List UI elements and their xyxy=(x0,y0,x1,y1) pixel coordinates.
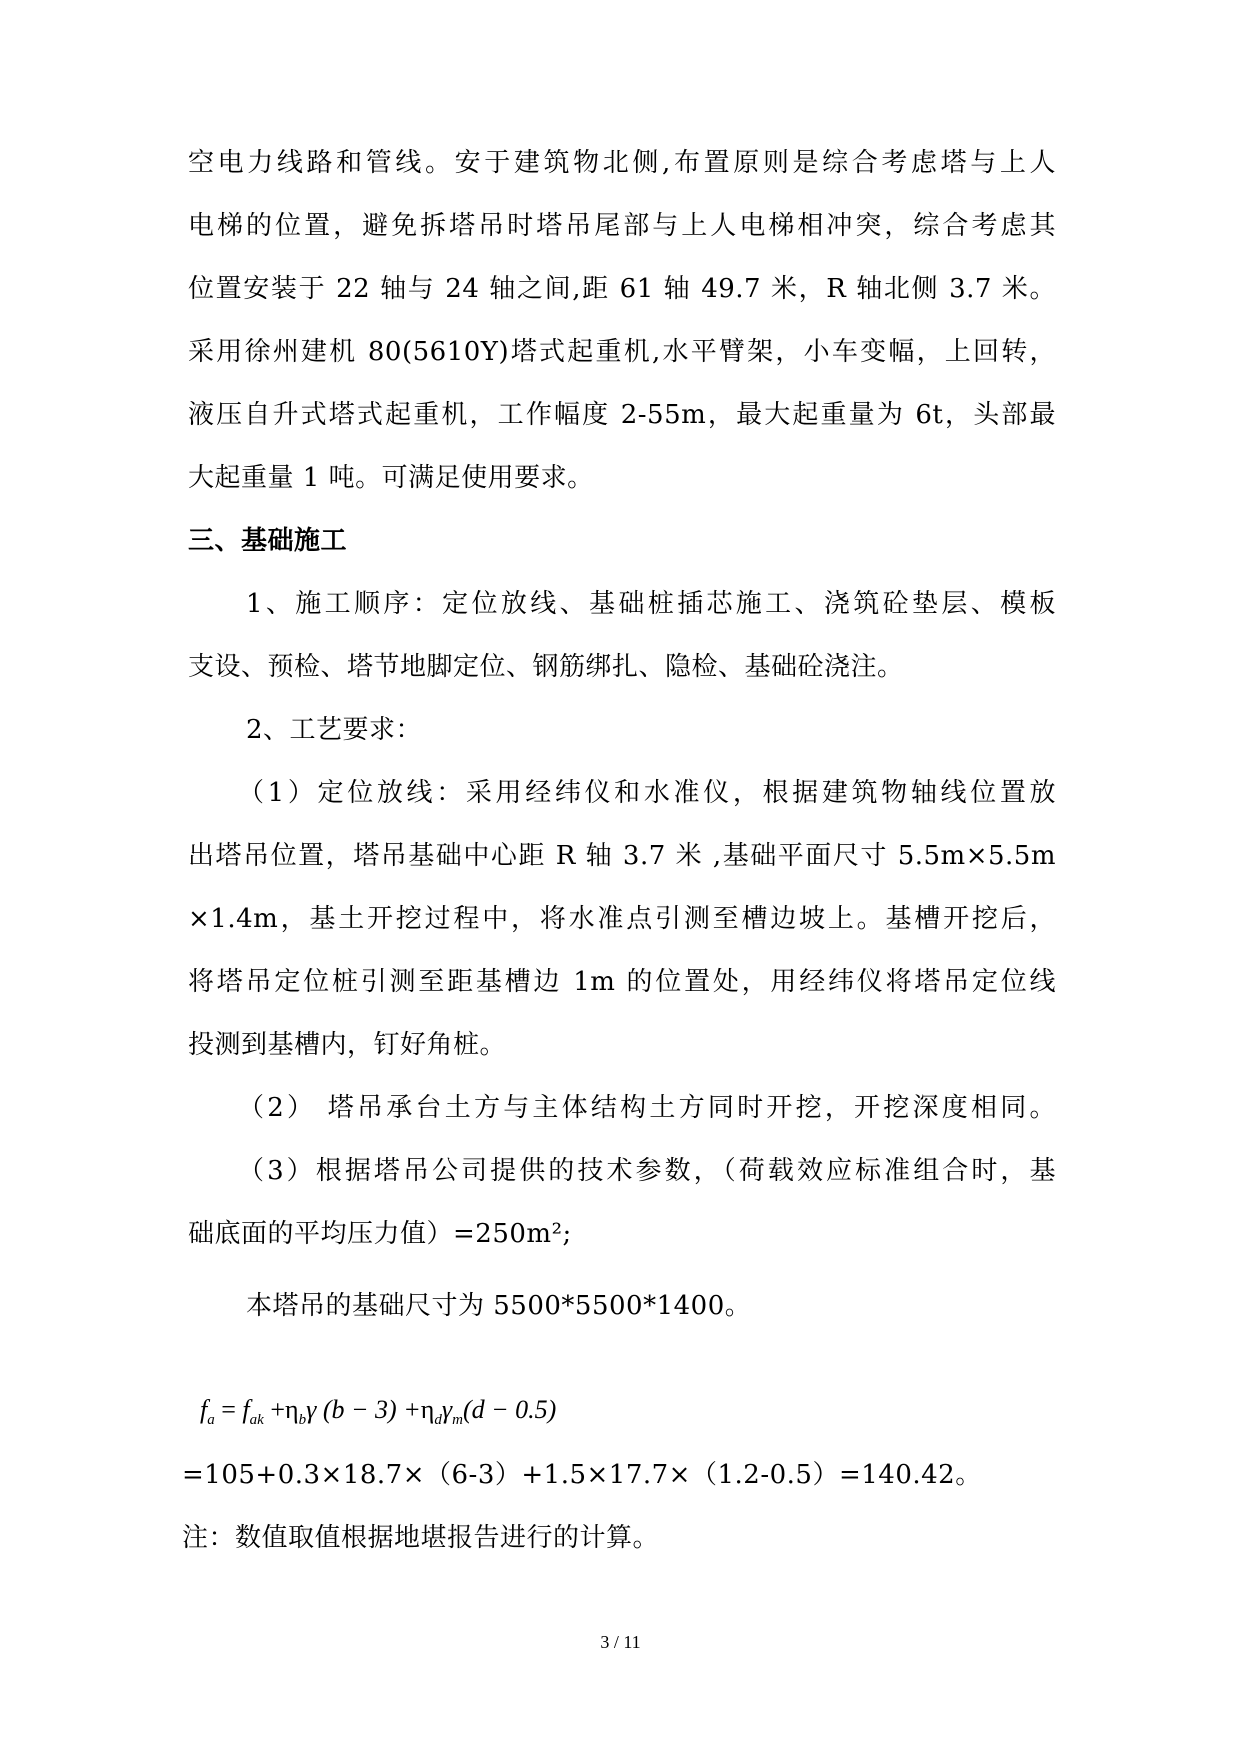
step1-line: 1、施工顺序：定位放线、基础桩插芯施工、浇筑砼垫层、模板 xyxy=(246,589,1056,619)
formula-eta-d: η xyxy=(420,1395,435,1424)
item3-line: （3）根据塔吊公司提供的技术参数，（荷载效应标准组合时，基 xyxy=(238,1156,1056,1186)
formula-gamma: γ xyxy=(306,1395,317,1424)
formula-sub-d: d xyxy=(434,1412,442,1428)
step1-line: 支设、预检、塔节地脚定位、钢筋绑扎、隐检、基础砼浇注。 xyxy=(188,652,904,682)
foundation-size: 本塔吊的基础尺寸为 5500*5500*1400。 xyxy=(246,1291,752,1321)
item1-line: 出塔吊位置，塔吊基础中心距 R 轴 3.7 米 ,基础平面尺寸 5.5m×5.5m xyxy=(188,841,1056,871)
formula-plus: + xyxy=(263,1395,285,1424)
item3-line: 础底面的平均压力值）=250m²; xyxy=(188,1219,572,1249)
formula-eta-b: η xyxy=(284,1395,299,1424)
item1-line: ×1.4m，基土开挖过程中，将水准点引测至槽边坡上。基槽开挖后， xyxy=(188,904,1056,934)
formula-fak: f xyxy=(242,1395,250,1424)
formula-sub-a: a xyxy=(207,1412,215,1428)
paragraph-line: 采用徐州建机 80(5610Y)塔式起重机,水平臂架，小车变幅，上回转， xyxy=(188,337,1056,367)
page-number: 3 / 11 xyxy=(600,1632,641,1652)
step2-title: 2、工艺要求： xyxy=(246,715,423,745)
item2-line: （2） 塔吊承台土方与主体结构土方同时开挖，开挖深度相同。 xyxy=(238,1093,1056,1123)
formula-gamma-m: γ xyxy=(441,1395,453,1424)
formula-f: f xyxy=(200,1395,208,1424)
formula-sub-ak: ak xyxy=(249,1412,264,1428)
paragraph-line: 位置安装于 22 轴与 24 轴之间,距 61 轴 49.7 米，R 轴北侧 3.7 米。 xyxy=(188,274,1056,304)
paragraph-line: 电梯的位置，避免拆塔吊时塔吊尾部与上人电梯相冲突，综合考虑其 xyxy=(188,211,1056,241)
item1-line: 将塔吊定位桩引测至距基槽边 1m 的位置处，用经纬仪将塔吊定位线 xyxy=(188,967,1056,997)
formula-eq: = xyxy=(214,1395,243,1424)
paragraph-line: 液压自升式塔式起重机，工作幅度 2-55m，最大起重量为 6t，头部最 xyxy=(188,400,1056,430)
item1-line: 投测到基槽内，钉好角桩。 xyxy=(188,1030,507,1060)
calculation-line: =105+0.3×18.7×（6-3）+1.5×17.7×（1.2-0.5）=140.42。 xyxy=(182,1460,982,1490)
formula-sub-m: m xyxy=(452,1412,463,1428)
paragraph-line: 大起重量 1 吨。可满足使用要求。 xyxy=(188,463,594,493)
paragraph-line: 空电力线路和管线。安于建筑物北侧,布置原则是综合考虑塔与上人 xyxy=(188,148,1056,178)
formula-sub-b: b xyxy=(298,1412,307,1428)
item1-line: （1）定位放线：采用经纬仪和水准仪，根据建筑物轴线位置放 xyxy=(238,778,1056,808)
formula-part1: (b − 3) + xyxy=(316,1395,421,1424)
formula-part2: (d − 0.5) xyxy=(462,1395,557,1424)
note-line: 注：数值取值根据地堪报告进行的计算。 xyxy=(182,1523,660,1553)
bearing-capacity-formula xyxy=(200,1395,556,1429)
section-heading: 三、基础施工 xyxy=(188,526,348,556)
